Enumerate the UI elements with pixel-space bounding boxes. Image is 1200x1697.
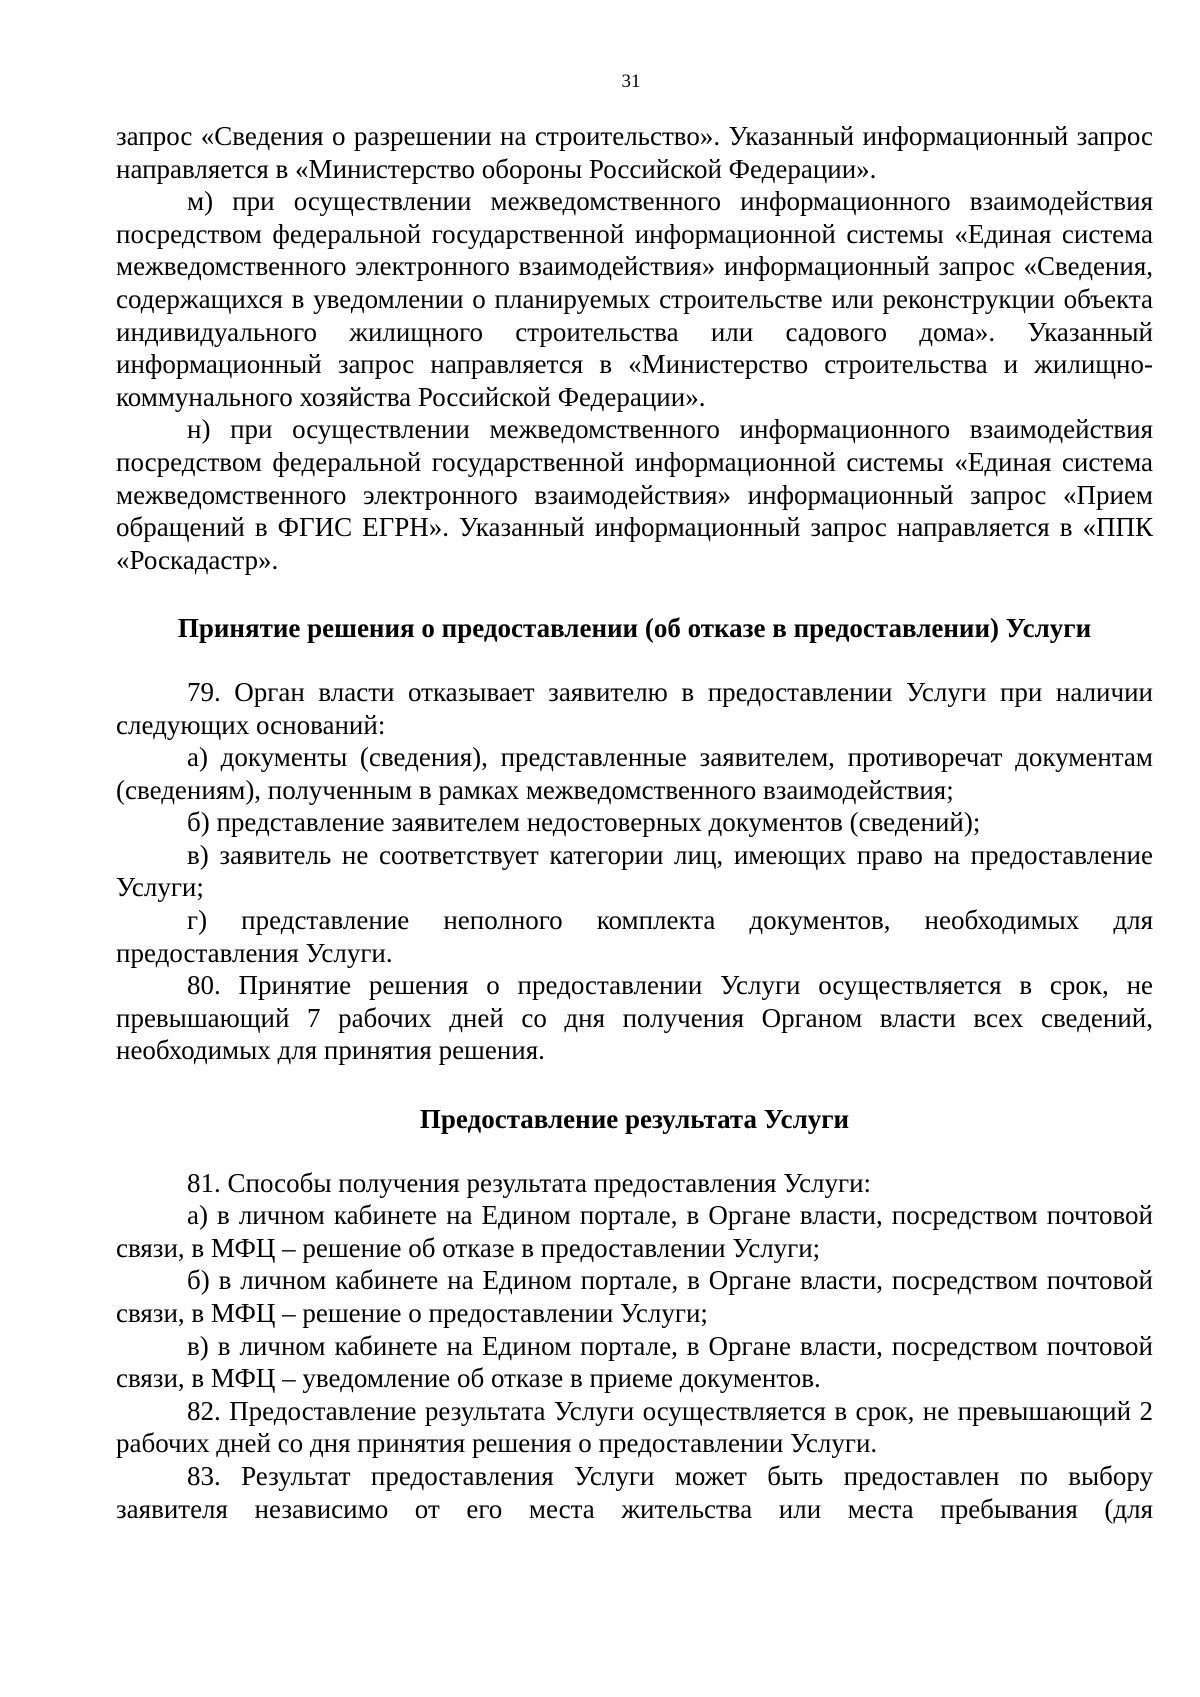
paragraph-79: 79. Орган власти отказывает заявителю в предоставлении Услуги при наличии следующих оснований: [116,676,1153,740]
paragraph-item-n: н) при осуществлении межведомственного информационного взаимодействия посредством федеральной государственной информационной системы «Единая система межведомственного электронного взаимодействия» информационный запрос «Прием обращений в ФГИС ЕГРН». Указанный информационный запрос направляется в «ППК «Роскадастр». [116,414,1153,575]
paragraph-item-m: м) при осуществлении межведомственного информационного взаимодействия посредством федеральной государственной информационной системы «Единая система межведомственного электронного взаимодействия» информационный запрос «Сведения, содержащихся в уведомлении о планируемых строительстве или реконструкции объекта индивидуального жилищного строительства или садового дома». Указанный информационный запрос направляется в «Министерство строительства и жилищно-коммунального хозяйства Российской Федерации». [116,186,1153,412]
paragraph-79-v: в) заявитель не соответствует категории лиц, имеющих право на предоставление Услуги; [116,839,1153,903]
section-heading-result: Предоставление результата Услуги [419,1104,850,1135]
paragraph-79-b: б) представление заявителем недостоверных документов (сведений); [187,807,981,838]
paragraph-81-v: в) в личном кабинете на Едином портале, в Органе власти, посредством почтовой связи, в МФЦ – уведомление об отказе в приеме документов. [116,1330,1153,1394]
paragraph-81-b: б) в личном кабинете на Едином портале, в Органе власти, посредством почтовой связи, в МФЦ – решение о предоставлении Услуги; [116,1265,1153,1328]
document-body [116,120,1153,1525]
paragraph-79-g: г) представление неполного комплекта документов, необходимых для предоставления Услуги. [116,905,1153,968]
paragraph-81-a: а) в личном кабинете на Едином портале, в Органе власти, посредством почтовой связи, в МФЦ – решение об отказе в предоставлении Услуги; [116,1200,1153,1263]
paragraph-83: 83. Результат предоставления Услуги может быть предоставлен по выбору заявителя независимо от его места жительства или места пребывания (для [116,1460,1153,1524]
paragraph-82: 82. Предоставление результата Услуги осуществляется в срок, не превышающий 2 рабочих дней со дня принятия решения о предоставлении Услуги. [116,1395,1153,1459]
page-number: 31 [621,71,641,92]
paragraph-81: 81. Способы получения результата предоставления Услуги: [187,1167,872,1198]
paragraph-continuation: запрос «Сведения о разрешении на строительство». Указанный информационный запрос направляется в «Министерство обороны Российской Федерации». [116,121,1153,184]
paragraph-80: 80. Принятие решения о предоставлении Услуги осуществляется в срок, не превышающий 7 рабочих дней со дня получения Органом власти всех сведений, необходимых для принятия решения. [116,970,1153,1066]
paragraph-79-a: а) документы (сведения), представленные заявителем, противоречат документам (сведениям), полученным в рамках межведомственного взаимодействия; [116,742,1153,805]
section-heading-decision: Принятие решения о предоставлении (об отказе в предоставлении) Услуги [177,613,1092,644]
